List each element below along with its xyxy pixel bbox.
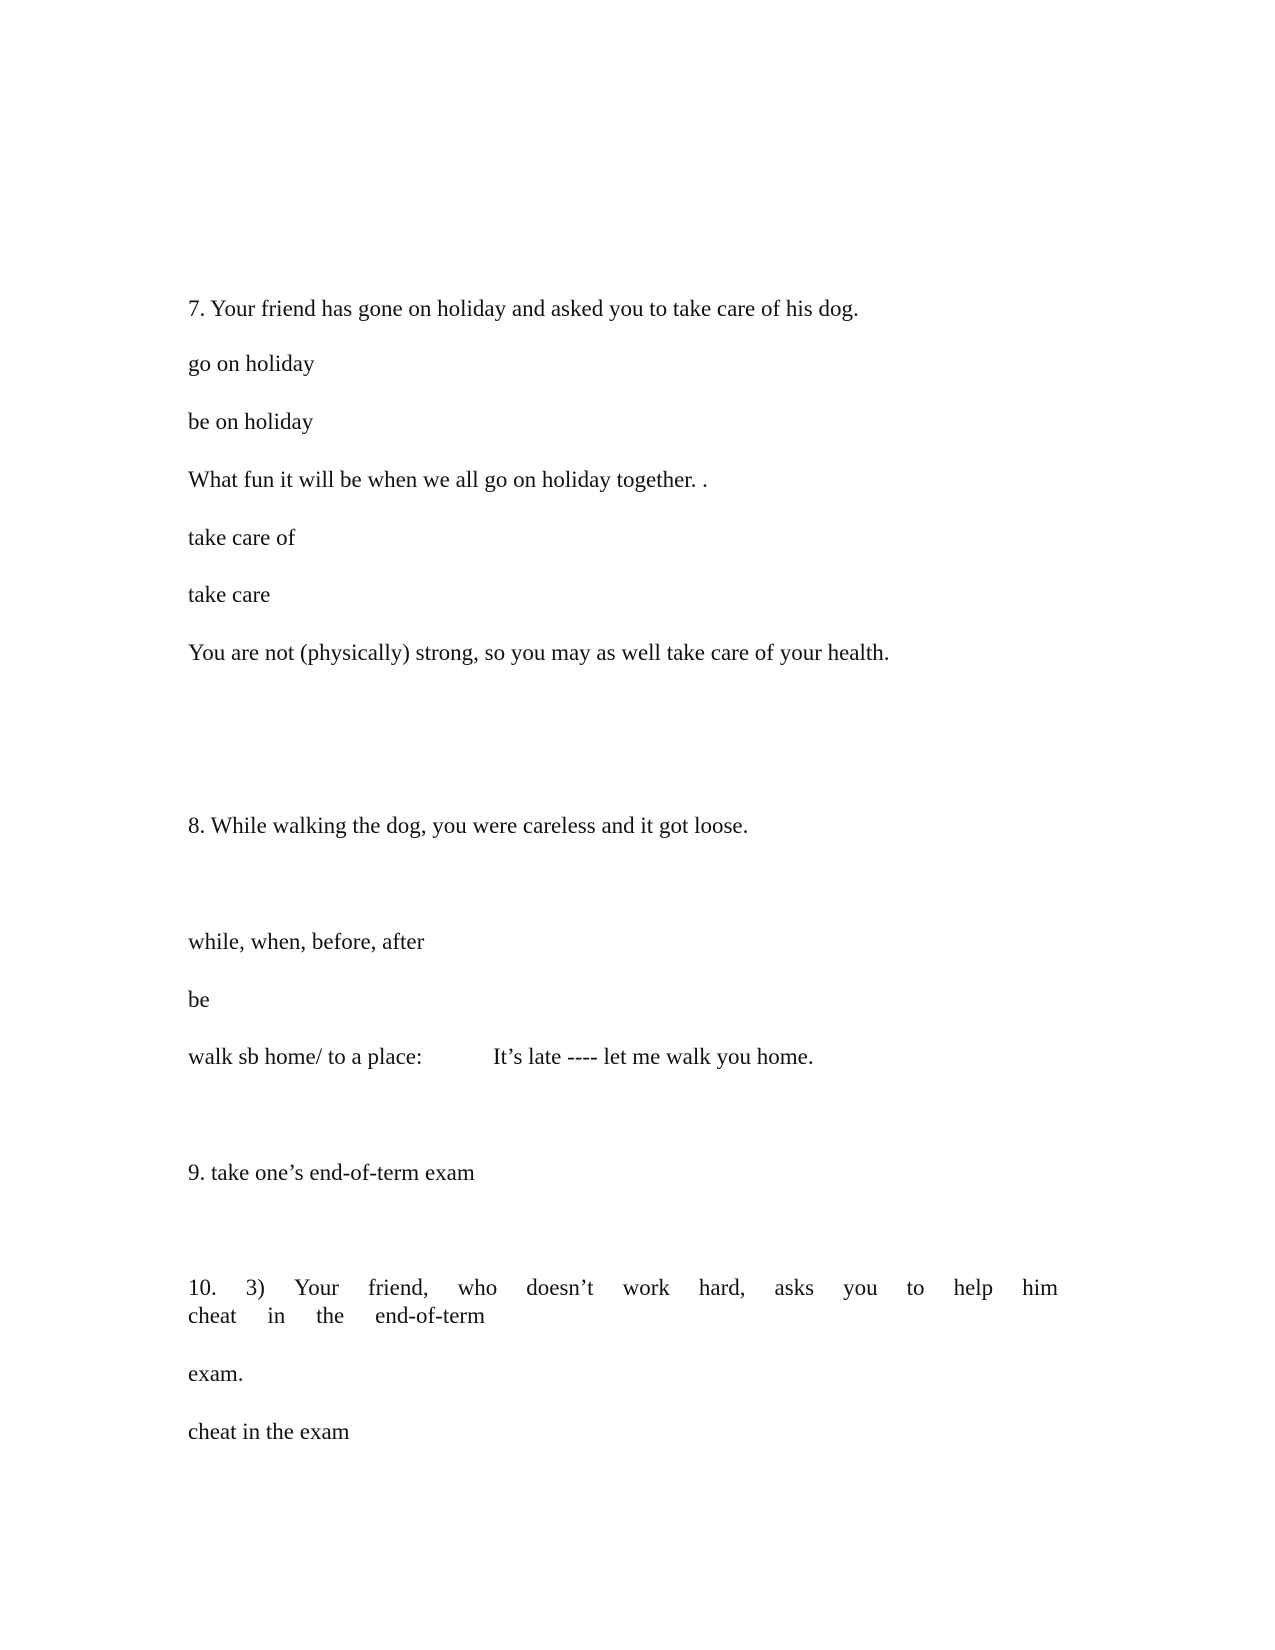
q7-title: 7. Your friend has gone on holiday and asked you to take care of his dog.: [188, 296, 859, 321]
q10-word: 3): [245, 1275, 265, 1300]
q10-word: to: [906, 1275, 925, 1300]
q10-word: end-of-term: [375, 1303, 485, 1328]
q10-word: you: [843, 1275, 878, 1300]
q7-example-holiday: What fun it will be when we all go on holiday together. .: [188, 467, 708, 492]
q10-word: in: [267, 1303, 286, 1328]
q8-be: be: [188, 987, 210, 1012]
q10-word: Your: [293, 1275, 339, 1300]
q10-line-2: [188, 1302, 485, 1330]
q10-word: doesn’t: [526, 1275, 594, 1300]
q7-example-health: You are not (physically) strong, so you may as well take care of your health.: [188, 640, 890, 665]
q10-line-3: exam.: [188, 1361, 244, 1386]
q10-word: help: [953, 1275, 994, 1300]
q10-word: cheat: [188, 1303, 237, 1328]
q10-phrase-cheat: cheat in the exam: [188, 1419, 350, 1444]
q10-word: work: [622, 1275, 670, 1300]
q10-word: friend,: [367, 1275, 429, 1300]
q8-conjunctions: while, when, before, after: [188, 929, 425, 954]
q10-line-1: [188, 1274, 1058, 1302]
q10-word: asks: [774, 1275, 815, 1300]
q10-word: him: [1022, 1275, 1058, 1300]
q10-word: hard,: [698, 1275, 746, 1300]
q8-walk-example: It’s late ---- let me walk you home.: [493, 1044, 814, 1069]
q7-phrase-go-on-holiday: go on holiday: [188, 351, 315, 376]
q7-phrase-take-care-of: take care of: [188, 525, 296, 550]
q10-word: the: [316, 1303, 345, 1328]
q8-title: 8. While walking the dog, you were careless and it got loose.: [188, 813, 749, 838]
q7-phrase-take-care: take care: [188, 582, 271, 607]
q8-walk-phrase: walk sb home/ to a place:: [188, 1044, 423, 1069]
q10-word: who: [457, 1275, 498, 1300]
q7-phrase-be-on-holiday: be on holiday: [188, 409, 314, 434]
q9-title: 9. take one’s end-of-term exam: [188, 1160, 475, 1185]
q10-word: 10.: [188, 1275, 217, 1300]
